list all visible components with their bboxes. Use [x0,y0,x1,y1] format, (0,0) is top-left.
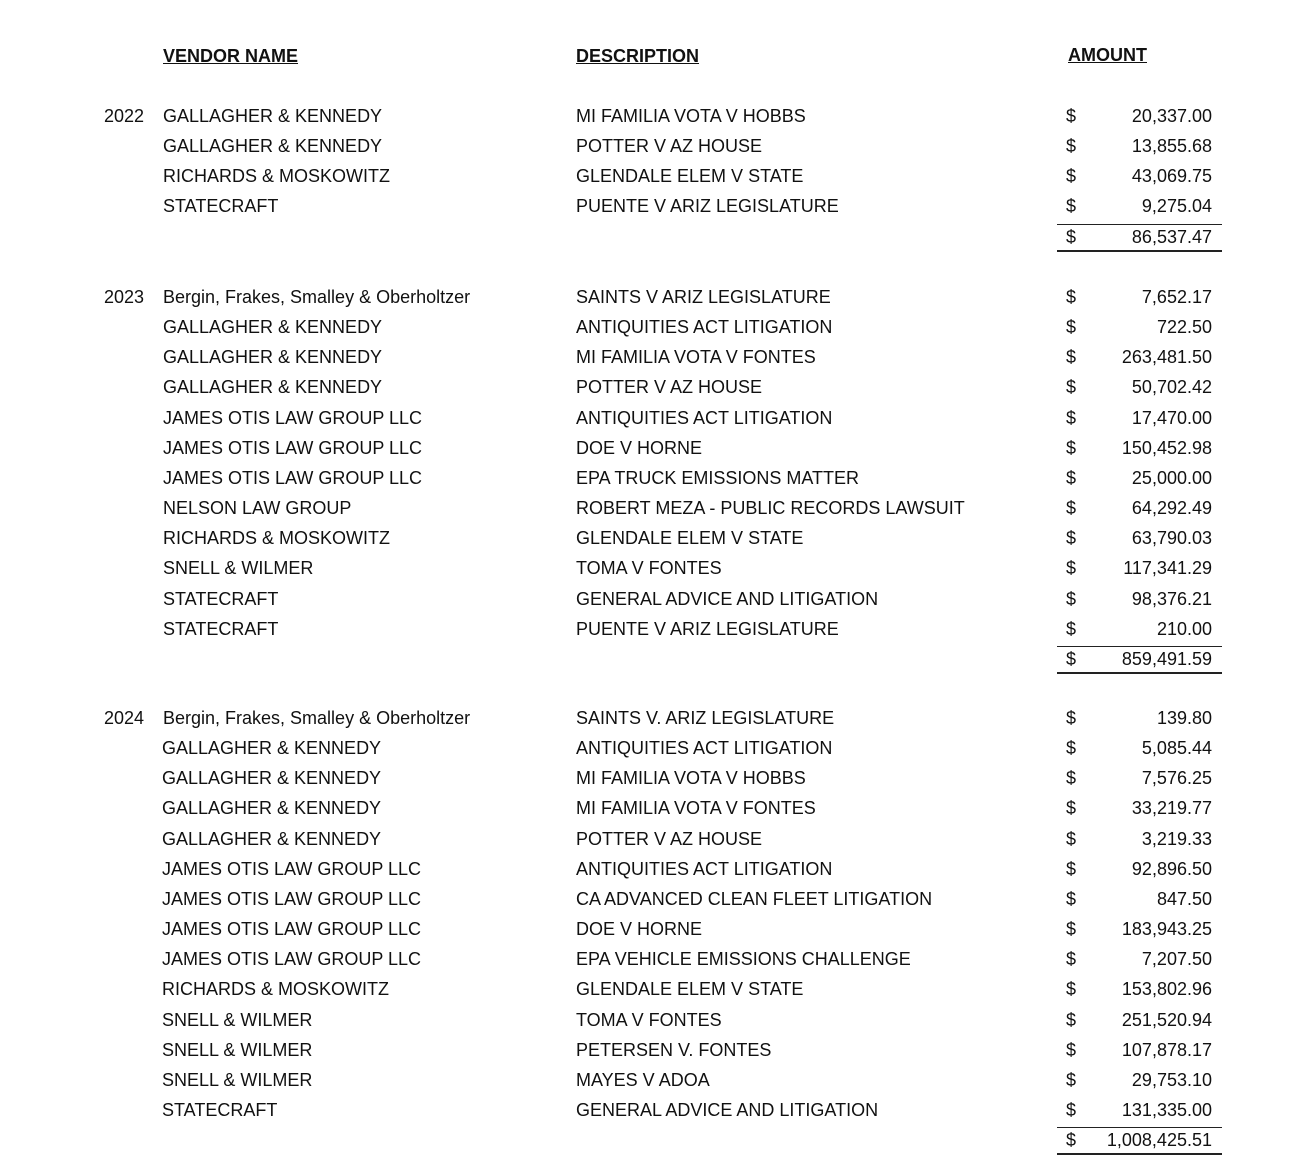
amount: 64,292.49 [1131,498,1212,519]
dollar-sign: $ [1066,979,1077,1000]
description: TOMA V FONTES [576,1009,722,1030]
amount: 3,219.33 [1141,828,1212,849]
year-label: 2023 [104,287,145,307]
vendor-name: GALLAGHER & KENNEDY [163,136,383,157]
description: ANTIQUITIES ACT LITIGATION [576,858,833,879]
amount: 29,753.10 [1131,1069,1212,1090]
amount: 7,652.17 [1141,287,1212,307]
dollar-sign: $ [1066,196,1077,217]
dollar-sign: $ [1066,287,1077,307]
description: MI FAMILIA VOTA V FONTES [576,798,816,819]
vendor-name: STATECRAFT [162,1099,278,1120]
dollar-sign: $ [1066,949,1077,970]
description: CA ADVANCED CLEAN FLEET LITIGATION [576,888,933,909]
amount: 20,337.00 [1131,106,1212,126]
vendor-name: SNELL & WILMER [162,1069,313,1090]
vendor-name: JAMES OTIS LAW GROUP LLC [163,467,423,488]
description: GLENDALE ELEM V STATE [576,979,804,1000]
amount: 63,790.03 [1131,528,1212,549]
subtotal-rule [1057,646,1222,647]
amount: 131,335.00 [1121,1099,1212,1120]
vendor-name: SNELL & WILMER [162,1009,313,1030]
dollar-sign: $ [1066,828,1077,849]
amount: 5,085.44 [1141,738,1212,759]
description: ANTIQUITIES ACT LITIGATION [576,407,833,428]
amount: 13,855.68 [1131,136,1212,157]
total-dollar-sign: $ [1066,226,1077,247]
amount: 98,376.21 [1131,588,1212,609]
dollar-sign: $ [1066,558,1077,579]
vendor-name: STATECRAFT [163,588,279,609]
vendor-name: STATECRAFT [163,618,279,639]
vendor-name: SNELL & WILMER [162,1039,313,1060]
dollar-sign: $ [1066,467,1077,488]
dollar-sign: $ [1066,528,1077,549]
subtotal-rule [1057,224,1222,225]
description: GENERAL ADVICE AND LITIGATION [576,588,879,609]
amount: 117,341.29 [1123,558,1212,579]
description: MI FAMILIA VOTA V HOBBS [576,768,806,789]
year-label: 2022 [104,106,145,126]
description: DOE V HORNE [576,919,703,940]
amount: 183,943.25 [1121,919,1212,940]
description: POTTER V AZ HOUSE [576,136,763,157]
vendor-name: GALLAGHER & KENNEDY [163,347,383,368]
description: TOMA V FONTES [576,558,722,579]
amount: 43,069.75 [1131,166,1212,187]
description: POTTER V AZ HOUSE [576,377,763,398]
vendor-name: GALLAGHER & KENNEDY [162,738,382,759]
year-label: 2024 [104,708,145,728]
amount: 107,878.17 [1121,1039,1212,1060]
amount: 92,896.50 [1131,858,1212,879]
vendor-name: JAMES OTIS LAW GROUP LLC [162,949,422,970]
vendor-name: JAMES OTIS LAW GROUP LLC [162,888,422,909]
vendor-name: JAMES OTIS LAW GROUP LLC [163,437,423,458]
description: ANTIQUITIES ACT LITIGATION [576,317,833,338]
vendor-name: RICHARDS & MOSKOWITZ [163,166,391,187]
description: MAYES V ADOA [576,1069,710,1090]
dollar-sign: $ [1066,1099,1077,1120]
dollar-sign: $ [1066,768,1077,789]
dollar-sign: $ [1066,407,1077,428]
amount: 25,000.00 [1131,467,1212,488]
description: EPA VEHICLE EMISSIONS CHALLENGE [576,949,911,970]
vendor-name: GALLAGHER & KENNEDY [163,106,383,126]
description: POTTER V AZ HOUSE [576,828,763,849]
amount: 7,207.50 [1141,949,1212,970]
dollar-sign: $ [1066,588,1077,609]
vendor-name: Bergin, Frakes, Smalley & Oberholtzer [163,708,471,728]
vendor-name: GALLAGHER & KENNEDY [162,828,382,849]
dollar-sign: $ [1066,919,1077,940]
vendor-name: Bergin, Frakes, Smalley & Oberholtzer [163,287,471,307]
dollar-sign: $ [1066,106,1077,126]
description: DOE V HORNE [576,437,703,458]
vendor-name: RICHARDS & MOSKOWITZ [162,979,390,1000]
amount: 251,520.94 [1121,1009,1212,1030]
description: ROBERT MEZA - PUBLIC RECORDS LAWSUIT [576,498,965,519]
dollar-sign: $ [1066,858,1077,879]
amount: 139.80 [1156,708,1212,728]
vendor-name-header: VENDOR NAME [163,46,299,66]
dollar-sign: $ [1066,347,1077,368]
description: PETERSEN V. FONTES [576,1039,772,1060]
vendor-name: STATECRAFT [163,196,279,217]
description: ANTIQUITIES ACT LITIGATION [576,738,833,759]
description: GLENDALE ELEM V STATE [576,166,804,187]
amount: 9,275.04 [1141,196,1212,217]
vendor-name: GALLAGHER & KENNEDY [162,768,382,789]
description: PUENTE V ARIZ LEGISLATURE [576,196,839,217]
dollar-sign: $ [1066,136,1077,157]
dollar-sign: $ [1066,708,1077,728]
vendor-name: NELSON LAW GROUP [163,498,352,519]
dollar-sign: $ [1066,1009,1077,1030]
description-header: DESCRIPTION [576,46,700,66]
amount: 33,219.77 [1131,798,1212,819]
description: EPA TRUCK EMISSIONS MATTER [576,467,860,488]
total-rule [1057,672,1222,674]
dollar-sign: $ [1066,437,1077,458]
section-total: 859,491.59 [1121,648,1212,669]
total-rule [1057,250,1222,252]
total-dollar-sign: $ [1066,1130,1077,1151]
section-total: 86,537.47 [1131,226,1212,247]
vendor-name: GALLAGHER & KENNEDY [162,798,382,819]
vendor-name: RICHARDS & MOSKOWITZ [163,528,391,549]
dollar-sign: $ [1066,498,1077,519]
amount-header: AMOUNT [1068,45,1147,65]
description: SAINTS V. ARIZ LEGISLATURE [576,708,835,728]
amount: 50,702.42 [1131,377,1212,398]
description: SAINTS V ARIZ LEGISLATURE [576,287,831,307]
total-dollar-sign: $ [1066,648,1077,669]
vendor-name: JAMES OTIS LAW GROUP LLC [163,407,423,428]
dollar-sign: $ [1066,317,1077,338]
amount: 153,802.96 [1121,979,1212,1000]
dollar-sign: $ [1066,1069,1077,1090]
description: MI FAMILIA VOTA V HOBBS [576,106,806,126]
vendor-name: JAMES OTIS LAW GROUP LLC [162,919,422,940]
amount: 17,470.00 [1131,407,1212,428]
amount: 263,481.50 [1121,347,1212,368]
dollar-sign: $ [1066,798,1077,819]
vendor-name: JAMES OTIS LAW GROUP LLC [162,858,422,879]
dollar-sign: $ [1066,1039,1077,1060]
dollar-sign: $ [1066,888,1077,909]
total-rule [1057,1153,1222,1155]
description: PUENTE V ARIZ LEGISLATURE [576,618,839,639]
description: GLENDALE ELEM V STATE [576,528,804,549]
vendor-name: GALLAGHER & KENNEDY [163,317,383,338]
description: MI FAMILIA VOTA V FONTES [576,347,816,368]
description: GENERAL ADVICE AND LITIGATION [576,1099,879,1120]
amount: 722.50 [1156,317,1212,338]
dollar-sign: $ [1066,166,1077,187]
vendor-name: SNELL & WILMER [163,558,314,579]
amount: 847.50 [1156,888,1212,909]
amount: 7,576.25 [1141,768,1212,789]
vendor-name: GALLAGHER & KENNEDY [163,377,383,398]
subtotal-rule [1057,1127,1222,1128]
dollar-sign: $ [1066,618,1077,639]
amount: 150,452.98 [1121,437,1212,458]
amount: 210.00 [1156,618,1212,639]
dollar-sign: $ [1066,377,1077,398]
dollar-sign: $ [1066,738,1077,759]
section-total: 1,008,425.51 [1106,1130,1212,1151]
